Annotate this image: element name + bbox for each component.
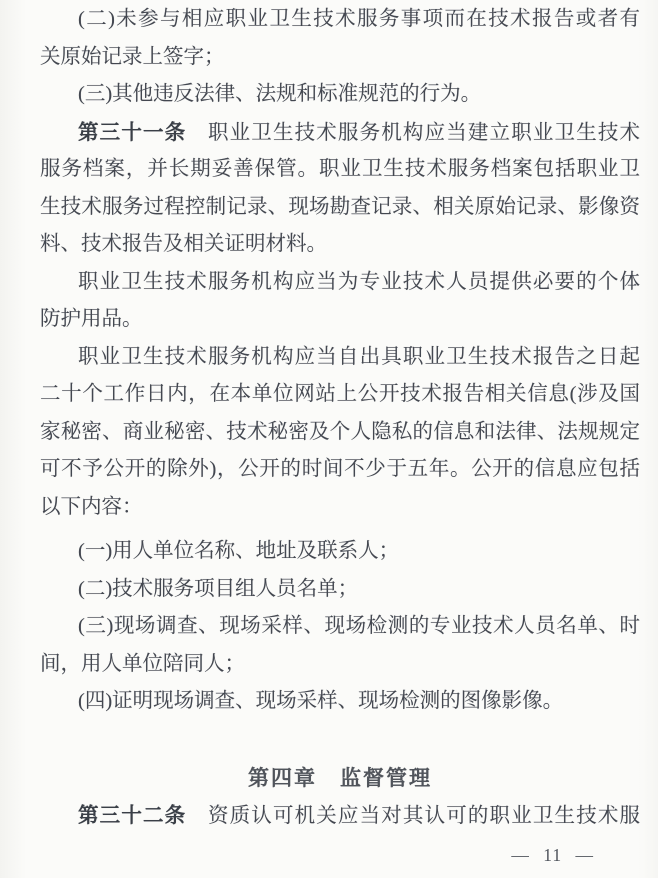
document-line: (二)技术服务项目组人员名单； xyxy=(78,577,359,600)
document-line: (三)其他违反法律、法规和标准规范的行为。 xyxy=(78,83,482,105)
document-line: (一)用人单位名称、地址及联系人； xyxy=(78,540,400,562)
document-line: 间，用人单位陪同人； xyxy=(40,652,245,675)
document-line: 二十个工作日内，在本单位网站上公开技术报告相关信息(涉及国 xyxy=(40,383,640,405)
document-line: (二)未参与相应职业卫生技术服务事项而在技术报告或者有 xyxy=(78,8,640,30)
document-line: 以下内容： xyxy=(40,495,143,518)
article-number: 第三十二条 xyxy=(78,804,187,827)
document-line: (四)证明现场调查、现场采样、现场检测的图像影像。 xyxy=(78,690,564,712)
document-line: 生技术服务过程控制记录、现场勘查记录、相关原始记录、影像资 xyxy=(40,195,640,218)
page-number: — 11 — xyxy=(511,845,594,865)
document-line: 关原始记录上签字； xyxy=(40,45,225,68)
document-line: 第三十一条 职业卫生技术服务机构应当建立职业卫生技术 xyxy=(78,120,640,144)
document-line: 可不予公开的除外)，公开的时间不少于五年。公开的信息应包括 xyxy=(40,458,640,480)
document-line: 防护用品。 xyxy=(40,308,143,330)
article-number: 第三十一条 xyxy=(78,120,187,144)
document-line: 家秘密、商业秘密、技术秘密及个人隐私的信息和法律、法规规定 xyxy=(40,420,640,443)
document-line: 职业卫生技术服务机构应当为专业技术人员提供必要的个体 xyxy=(78,270,640,293)
document-line: 第三十二条 资质认可机关应当对其认可的职业卫生技术服 xyxy=(78,804,640,827)
document-line: 料、技术报告及相关证明材料。 xyxy=(40,233,327,255)
document-line: 职业卫生技术服务机构应当自出具职业卫生技术报告之日起 xyxy=(78,345,640,368)
document-body xyxy=(40,1,640,835)
chapter-heading: 第四章 监督管理 xyxy=(248,766,432,790)
document-line: (三)现场调查、现场采样、现场检测的专业技术人员名单、时 xyxy=(78,615,640,637)
document-line: 服务档案，并长期妥善保管。职业卫生技术服务档案包括职业卫 xyxy=(40,158,640,180)
